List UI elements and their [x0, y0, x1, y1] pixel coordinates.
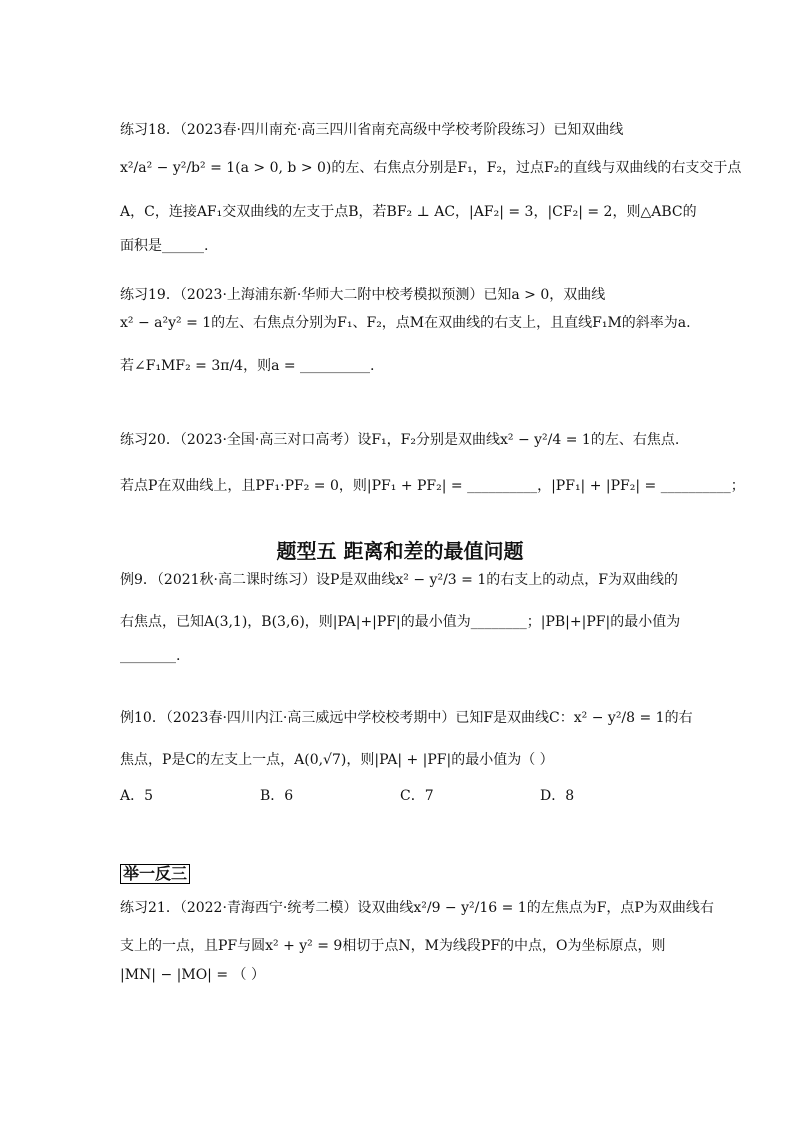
option-c: C．7	[400, 788, 434, 804]
ex21-line3: |MN| − |MO| = （ ）	[120, 967, 265, 983]
ex18-line3: A，C，连接AF₁交双曲线的左支于点B，若BF₂ ⊥ AC，|AF₂| = 3，|CF₂| = 2，则△ABC的	[120, 204, 697, 220]
ex10-line2: 焦点，P是C的左支上一点，A(0,√7)，则|PA| + |PF|的最小值为（ ）	[120, 752, 554, 768]
ex19-line2: x² − a²y² = 1的左、右焦点分别为F₁、F₂，点M在双曲线的右支上，且直线F₁M的斜率为a.	[120, 315, 691, 331]
ex20-line1: 练习20．（2023·全国·高三对口高考）设F₁，F₂分别是双曲线x² − y²/4 = 1的左、右焦点.	[120, 432, 680, 448]
section-tag: 举一反三	[120, 864, 190, 884]
ex21-line1: 练习21．（2022·青海西宁·统考二模）设双曲线x²/9 − y²/16 = 1的左焦点为F，点P为双曲线右	[120, 900, 714, 916]
option-a: A．5	[120, 788, 154, 804]
ex20-line2: 若点P在双曲线上，且PF₁·PF₂ = 0，则|PF₁ + PF₂| = __________，|PF₁| + |PF₂| = __________；	[120, 478, 745, 494]
option-b: B．6	[260, 788, 294, 804]
ex10-line1: 例10．（2023春·四川内江·高三威远中学校校考期中）已知F是双曲线C：x² − y²/8 = 1的右	[120, 710, 693, 726]
ex9-line3: ________.	[120, 648, 181, 664]
ex18-line2: x²/a² − y²/b² = 1(a > 0, b > 0)的左、右焦点分别是F₁，F₂，过点F₂的直线与双曲线的右支交于点	[120, 160, 742, 176]
option-d: D．8	[540, 788, 575, 804]
ex19-line3: 若∠F₁MF₂ = 3π/4，则a = __________.	[120, 358, 375, 374]
ex18-line1: 练习18．（2023春·四川南充·高三四川省南充高级中学校考阶段练习）已知双曲线	[120, 122, 624, 138]
ex21-line2: 支上的一点，且PF与圆x² + y² = 9相切于点N，M为线段PF的中点，O为坐标原点，则	[120, 938, 666, 954]
ex9-line2: 右焦点，已知A(3,1)，B(3,6)，则|PA|+|PF|的最小值为________；|PB|+|PF|的最小值为	[120, 614, 681, 630]
ex19-line1: 练习19．（2023·上海浦东新·华师大二附中校考模拟预测）已知a > 0，双曲线	[120, 287, 606, 303]
ex9-line1: 例9．（2021秋·高二课时练习）设P是双曲线x² − y²/3 = 1的右支上的动点，F为双曲线的	[120, 572, 678, 588]
ex18-line4: 面积是______.	[120, 238, 209, 254]
section-heading: 题型五 距离和差的最值问题	[276, 539, 524, 563]
